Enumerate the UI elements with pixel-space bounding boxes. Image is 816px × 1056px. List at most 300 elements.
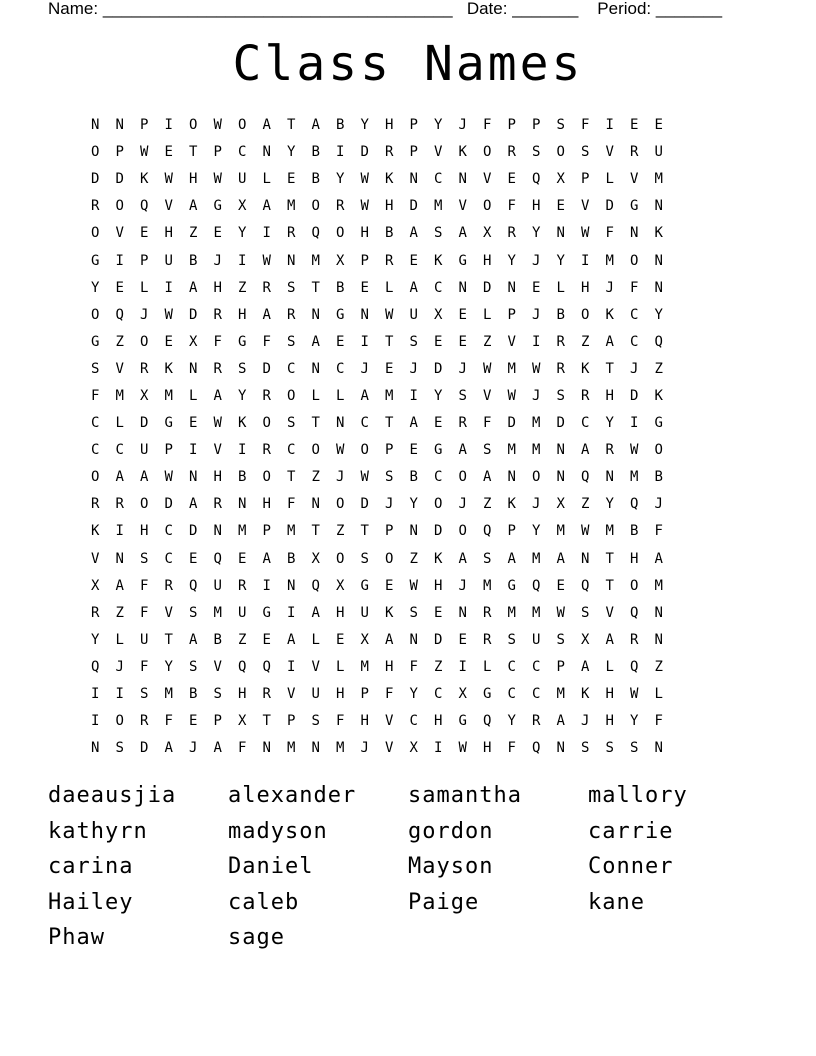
- word-bank-item: carrie: [588, 818, 674, 844]
- grid-row: [83, 193, 671, 220]
- grid-cell: U: [213, 577, 222, 594]
- grid-cell: H: [630, 550, 639, 567]
- grid-row: [83, 546, 671, 573]
- grid-cell: H: [213, 279, 222, 296]
- grid-cell: R: [287, 225, 296, 242]
- header-fields: [48, 0, 722, 18]
- grid-cell: E: [630, 117, 639, 134]
- grid-cell: W: [360, 171, 369, 188]
- grid-cell: O: [262, 415, 271, 432]
- grid-cell: D: [483, 279, 492, 296]
- grid-cell: W: [385, 306, 394, 323]
- grid-cell: D: [91, 171, 100, 188]
- grid-cell: A: [556, 550, 565, 567]
- grid-cell: C: [507, 658, 516, 675]
- grid-cell: R: [140, 360, 149, 377]
- grid-cell: N: [654, 740, 663, 757]
- grid-cell: C: [360, 415, 369, 432]
- grid-cell: W: [360, 469, 369, 486]
- grid-cell: N: [287, 252, 296, 269]
- grid-cell: O: [458, 523, 467, 540]
- grid-cell: K: [140, 171, 149, 188]
- grid-cell: X: [238, 198, 247, 215]
- grid-cell: N: [311, 740, 320, 757]
- grid-cell: N: [654, 279, 663, 296]
- grid-cell: V: [311, 658, 320, 675]
- grid-cell: A: [507, 550, 516, 567]
- grid-cell: I: [164, 117, 173, 134]
- grid-cell: S: [91, 360, 100, 377]
- grid-cell: M: [164, 387, 173, 404]
- grid-cell: K: [434, 252, 443, 269]
- grid-cell: R: [140, 713, 149, 730]
- grid-cell: K: [385, 171, 394, 188]
- grid-cell: J: [458, 360, 467, 377]
- grid-cell: I: [409, 387, 418, 404]
- grid-cell: W: [581, 225, 590, 242]
- grid-cell: G: [507, 577, 516, 594]
- grid-cell: A: [115, 469, 124, 486]
- grid-cell: Z: [654, 658, 663, 675]
- grid-cell: Y: [409, 496, 418, 513]
- grid-cell: O: [336, 225, 345, 242]
- grid-cell: I: [360, 333, 369, 350]
- grid-cell: P: [507, 523, 516, 540]
- grid-row: [83, 518, 671, 545]
- grid-cell: H: [605, 686, 614, 703]
- grid-cell: V: [164, 604, 173, 621]
- grid-cell: Q: [581, 469, 590, 486]
- grid-cell: E: [458, 631, 467, 648]
- grid-cell: H: [581, 279, 590, 296]
- grid-cell: Q: [630, 496, 639, 513]
- grid-cell: F: [262, 333, 271, 350]
- grid-row: [83, 166, 671, 193]
- grid-cell: B: [336, 117, 345, 134]
- grid-cell: S: [311, 713, 320, 730]
- grid-cell: T: [189, 144, 198, 161]
- grid-cell: E: [434, 333, 443, 350]
- word-bank-item: kathyrn: [48, 818, 148, 844]
- grid-cell: H: [336, 686, 345, 703]
- grid-cell: Z: [238, 279, 247, 296]
- grid-cell: A: [385, 631, 394, 648]
- grid-cell: E: [189, 713, 198, 730]
- grid-cell: I: [164, 279, 173, 296]
- grid-cell: K: [507, 496, 516, 513]
- grid-cell: S: [287, 415, 296, 432]
- grid-cell: Q: [262, 658, 271, 675]
- grid-cell: W: [262, 252, 271, 269]
- grid-cell: A: [654, 550, 663, 567]
- grid-cell: K: [434, 550, 443, 567]
- grid-cell: M: [287, 740, 296, 757]
- grid-cell: I: [91, 686, 100, 703]
- grid-cell: Z: [581, 333, 590, 350]
- grid-cell: I: [238, 252, 247, 269]
- grid-cell: W: [630, 442, 639, 459]
- grid-cell: B: [556, 306, 565, 323]
- grid-cell: B: [311, 171, 320, 188]
- grid-cell: R: [458, 415, 467, 432]
- grid-cell: R: [605, 442, 614, 459]
- grid-cell: S: [532, 144, 541, 161]
- grid-cell: E: [164, 333, 173, 350]
- grid-cell: W: [164, 469, 173, 486]
- grid-cell: D: [189, 306, 198, 323]
- grid-cell: J: [458, 117, 467, 134]
- grid-cell: D: [434, 360, 443, 377]
- grid-cell: S: [581, 740, 590, 757]
- grid-cell: O: [532, 469, 541, 486]
- grid-cell: E: [360, 279, 369, 296]
- word-bank-item: Daniel: [228, 854, 314, 879]
- grid-cell: R: [581, 387, 590, 404]
- grid-cell: A: [605, 631, 614, 648]
- grid-cell: O: [91, 144, 100, 161]
- grid-cell: G: [434, 442, 443, 459]
- grid-cell: R: [213, 496, 222, 513]
- grid-cell: O: [434, 496, 443, 513]
- grid-cell: N: [556, 469, 565, 486]
- grid-cell: F: [605, 225, 614, 242]
- word-bank-item: daeausjia: [48, 783, 177, 808]
- grid-cell: M: [556, 686, 565, 703]
- grid-cell: O: [483, 198, 492, 215]
- grid-cell: W: [213, 171, 222, 188]
- grid-cell: B: [189, 686, 198, 703]
- grid-cell: R: [91, 198, 100, 215]
- grid-cell: N: [507, 279, 516, 296]
- grid-cell: W: [507, 387, 516, 404]
- grid-cell: F: [238, 740, 247, 757]
- grid-cell: Y: [238, 387, 247, 404]
- grid-cell: K: [581, 360, 590, 377]
- grid-cell: H: [434, 577, 443, 594]
- grid-cell: Y: [91, 631, 100, 648]
- word-bank-item: caleb: [228, 889, 300, 915]
- grid-cell: O: [140, 496, 149, 513]
- grid-cell: N: [507, 469, 516, 486]
- grid-cell: W: [458, 740, 467, 757]
- grid-cell: O: [654, 442, 663, 459]
- grid-cell: A: [458, 442, 467, 459]
- grid-cell: J: [213, 252, 222, 269]
- grid-cell: G: [164, 415, 173, 432]
- grid-cell: Y: [336, 171, 345, 188]
- grid-cell: Q: [189, 577, 198, 594]
- grid-cell: C: [532, 658, 541, 675]
- grid-cell: R: [91, 496, 100, 513]
- grid-cell: R: [385, 252, 394, 269]
- grid-cell: U: [238, 171, 247, 188]
- grid-cell: R: [262, 442, 271, 459]
- grid-cell: Z: [654, 360, 663, 377]
- grid-cell: V: [385, 713, 394, 730]
- letter-grid: [83, 112, 671, 762]
- grid-cell: N: [605, 469, 614, 486]
- grid-cell: J: [532, 252, 541, 269]
- grid-cell: O: [336, 496, 345, 513]
- grid-cell: R: [164, 577, 173, 594]
- grid-cell: Y: [164, 658, 173, 675]
- grid-cell: T: [605, 577, 614, 594]
- grid-row: [83, 329, 671, 356]
- grid-cell: N: [458, 171, 467, 188]
- grid-cell: C: [630, 306, 639, 323]
- grid-cell: N: [311, 306, 320, 323]
- grid-cell: A: [213, 740, 222, 757]
- grid-cell: M: [556, 523, 565, 540]
- grid-cell: V: [287, 686, 296, 703]
- grid-cell: N: [311, 360, 320, 377]
- grid-row: [83, 437, 671, 464]
- grid-cell: P: [262, 523, 271, 540]
- word-bank-item: carina: [48, 854, 134, 879]
- grid-cell: I: [262, 225, 271, 242]
- grid-cell: F: [164, 713, 173, 730]
- grid-cell: W: [630, 686, 639, 703]
- grid-cell: W: [483, 360, 492, 377]
- grid-cell: M: [532, 442, 541, 459]
- grid-cell: N: [556, 225, 565, 242]
- grid-cell: U: [532, 631, 541, 648]
- grid-cell: N: [409, 171, 418, 188]
- grid-cell: I: [532, 333, 541, 350]
- grid-cell: E: [507, 171, 516, 188]
- grid-cell: P: [287, 713, 296, 730]
- grid-cell: O: [556, 144, 565, 161]
- grid-cell: S: [581, 144, 590, 161]
- grid-cell: Y: [654, 306, 663, 323]
- grid-cell: S: [556, 387, 565, 404]
- grid-cell: J: [385, 496, 394, 513]
- grid-cell: D: [140, 740, 149, 757]
- grid-cell: L: [189, 387, 198, 404]
- grid-cell: I: [115, 523, 124, 540]
- grid-cell: D: [605, 198, 614, 215]
- grid-cell: N: [213, 523, 222, 540]
- grid-cell: Q: [238, 658, 247, 675]
- grid-cell: O: [262, 469, 271, 486]
- grid-cell: S: [287, 279, 296, 296]
- grid-cell: U: [654, 144, 663, 161]
- grid-cell: T: [311, 279, 320, 296]
- grid-cell: N: [458, 279, 467, 296]
- grid-cell: O: [458, 469, 467, 486]
- grid-cell: Q: [483, 713, 492, 730]
- grid-cell: M: [238, 523, 247, 540]
- grid-cell: W: [140, 144, 149, 161]
- grid-cell: T: [164, 631, 173, 648]
- grid-cell: A: [262, 550, 271, 567]
- grid-cell: N: [409, 631, 418, 648]
- grid-cell: F: [483, 415, 492, 432]
- grid-cell: I: [91, 713, 100, 730]
- grid-cell: U: [360, 604, 369, 621]
- grid-cell: H: [360, 713, 369, 730]
- grid-cell: V: [605, 604, 614, 621]
- grid-cell: K: [654, 225, 663, 242]
- grid-cell: C: [434, 469, 443, 486]
- grid-cell: A: [458, 225, 467, 242]
- grid-row: [83, 491, 671, 518]
- grid-cell: Z: [581, 496, 590, 513]
- grid-cell: Z: [483, 333, 492, 350]
- grid-cell: M: [213, 604, 222, 621]
- grid-cell: C: [409, 713, 418, 730]
- grid-cell: A: [115, 577, 124, 594]
- grid-cell: N: [115, 117, 124, 134]
- grid-cell: Y: [630, 713, 639, 730]
- grid-cell: I: [581, 252, 590, 269]
- word-bank-item: alexander: [228, 783, 357, 808]
- grid-cell: G: [458, 713, 467, 730]
- grid-cell: N: [336, 415, 345, 432]
- grid-cell: N: [581, 550, 590, 567]
- grid-cell: N: [409, 523, 418, 540]
- grid-cell: W: [360, 198, 369, 215]
- grid-cell: H: [336, 604, 345, 621]
- period-blank: _______: [655, 0, 723, 18]
- grid-cell: K: [458, 144, 467, 161]
- grid-cell: C: [287, 442, 296, 459]
- grid-cell: P: [556, 658, 565, 675]
- grid-cell: N: [287, 577, 296, 594]
- grid-cell: E: [458, 306, 467, 323]
- grid-cell: Q: [91, 658, 100, 675]
- word-bank-item: madyson: [228, 818, 328, 844]
- grid-row: [83, 139, 671, 166]
- grid-cell: N: [654, 604, 663, 621]
- grid-cell: J: [360, 360, 369, 377]
- grid-cell: W: [213, 117, 222, 134]
- grid-cell: U: [140, 631, 149, 648]
- grid-cell: E: [189, 550, 198, 567]
- grid-cell: E: [238, 550, 247, 567]
- grid-cell: O: [189, 117, 198, 134]
- grid-cell: D: [140, 415, 149, 432]
- grid-cell: E: [336, 333, 345, 350]
- grid-cell: H: [189, 171, 198, 188]
- grid-cell: F: [336, 713, 345, 730]
- grid-cell: M: [507, 442, 516, 459]
- grid-cell: B: [630, 523, 639, 540]
- grid-cell: R: [262, 686, 271, 703]
- grid-cell: X: [360, 631, 369, 648]
- grid-cell: W: [581, 523, 590, 540]
- grid-cell: P: [507, 117, 516, 134]
- grid-cell: R: [507, 225, 516, 242]
- grid-cell: H: [385, 117, 394, 134]
- grid-cell: T: [385, 415, 394, 432]
- grid-cell: T: [311, 415, 320, 432]
- grid-cell: B: [654, 469, 663, 486]
- grid-cell: S: [189, 658, 198, 675]
- grid-cell: B: [189, 252, 198, 269]
- grid-cell: Y: [360, 117, 369, 134]
- grid-cell: E: [385, 577, 394, 594]
- word-bank-item: Conner: [588, 854, 674, 879]
- grid-row: [83, 573, 671, 600]
- grid-cell: J: [409, 360, 418, 377]
- grid-cell: J: [654, 496, 663, 513]
- page-title: Class Names: [232, 36, 584, 92]
- grid-cell: K: [654, 387, 663, 404]
- grid-cell: X: [189, 333, 198, 350]
- grid-cell: G: [91, 252, 100, 269]
- grid-cell: L: [605, 658, 614, 675]
- grid-cell: H: [262, 496, 271, 513]
- grid-cell: F: [140, 658, 149, 675]
- grid-cell: R: [262, 387, 271, 404]
- grid-cell: C: [287, 360, 296, 377]
- grid-cell: J: [140, 306, 149, 323]
- grid-cell: Z: [238, 631, 247, 648]
- grid-cell: P: [409, 117, 418, 134]
- grid-cell: G: [483, 686, 492, 703]
- grid-cell: M: [605, 252, 614, 269]
- grid-cell: Y: [507, 713, 516, 730]
- grid-cell: Y: [434, 117, 443, 134]
- grid-cell: D: [556, 415, 565, 432]
- grid-cell: O: [115, 713, 124, 730]
- grid-cell: S: [409, 604, 418, 621]
- grid-cell: S: [556, 117, 565, 134]
- grid-cell: Q: [630, 658, 639, 675]
- grid-cell: P: [164, 442, 173, 459]
- grid-row: [83, 247, 671, 274]
- grid-cell: X: [336, 577, 345, 594]
- grid-cell: H: [483, 252, 492, 269]
- grid-cell: E: [654, 117, 663, 134]
- grid-cell: Y: [409, 686, 418, 703]
- grid-cell: A: [287, 631, 296, 648]
- grid-cell: R: [213, 360, 222, 377]
- grid-cell: E: [164, 144, 173, 161]
- grid-cell: S: [434, 225, 443, 242]
- grid-cell: J: [458, 577, 467, 594]
- grid-cell: E: [262, 631, 271, 648]
- grid-cell: O: [311, 198, 320, 215]
- grid-cell: C: [434, 171, 443, 188]
- grid-cell: W: [164, 306, 173, 323]
- grid-cell: N: [458, 604, 467, 621]
- grid-cell: A: [164, 740, 173, 757]
- grid-cell: M: [507, 604, 516, 621]
- grid-cell: N: [556, 442, 565, 459]
- grid-cell: R: [630, 631, 639, 648]
- grid-cell: M: [654, 171, 663, 188]
- grid-cell: S: [287, 333, 296, 350]
- grid-cell: B: [409, 469, 418, 486]
- grid-cell: O: [630, 252, 639, 269]
- grid-cell: I: [605, 117, 614, 134]
- grid-cell: L: [115, 415, 124, 432]
- grid-cell: P: [360, 252, 369, 269]
- grid-cell: W: [556, 604, 565, 621]
- grid-cell: M: [654, 577, 663, 594]
- grid-row: [83, 220, 671, 247]
- word-bank-item: samantha: [408, 783, 522, 808]
- grid-cell: S: [385, 469, 394, 486]
- grid-cell: H: [164, 225, 173, 242]
- grid-row: [83, 708, 671, 735]
- grid-cell: T: [360, 523, 369, 540]
- grid-cell: E: [336, 631, 345, 648]
- grid-cell: A: [311, 117, 320, 134]
- grid-cell: T: [385, 333, 394, 350]
